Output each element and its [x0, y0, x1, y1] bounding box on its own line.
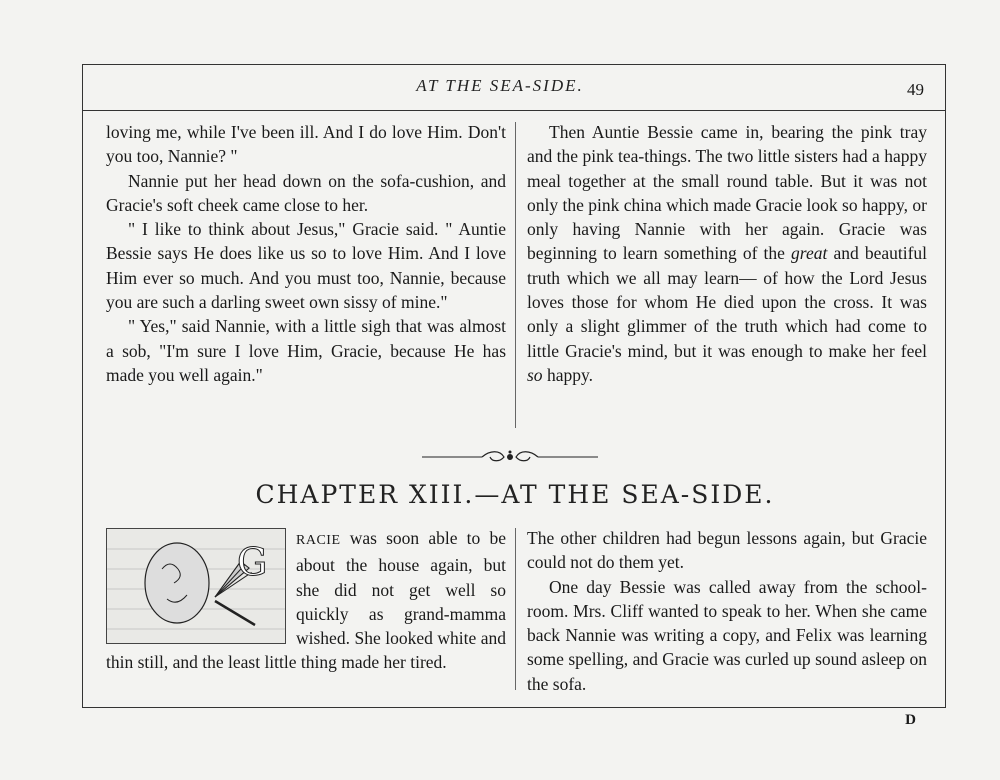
- ornament-divider-icon: [420, 446, 600, 468]
- paragraph: [527, 120, 927, 387]
- paragraph: " Yes," said Nannie, with a little sigh that was almost a sob, "I'm sure I love Him, Gracie, because He has made you well again.": [106, 316, 506, 385]
- emphasis: great: [791, 243, 828, 264]
- top-left-column: [106, 120, 506, 387]
- chapter-title: CHAPTER XIII.—AT THE SEA-SIDE.: [255, 480, 775, 509]
- paragraph: The other children had begun lessons again, but Gracie could not do them yet.: [527, 528, 927, 573]
- top-right-column: [527, 120, 927, 387]
- page-number: 49: [907, 80, 924, 99]
- bottom-left-column: [106, 526, 506, 675]
- text-run: happy.: [546, 364, 593, 385]
- column-divider: [515, 122, 516, 428]
- paragraph: loving me, while I've been ill. And I do love Him. Don't you too, Nannie? ": [106, 122, 506, 167]
- bottom-right-column: [527, 526, 927, 696]
- illustration-spacer: [106, 526, 296, 646]
- paragraph: " I like to think about Jesus," Gracie said. " Auntie Bessie says He does like us so to love Him. And I love Him ever so much. And you must too, Nannie, because you are such a darling sweet own sissy of mine.": [106, 219, 506, 313]
- header-rule: [82, 110, 946, 111]
- signature-mark: D: [905, 712, 916, 728]
- smallcaps-opening: RACIE: [296, 533, 341, 548]
- emphasis: so: [527, 364, 543, 385]
- paragraph: Nannie put her head down on the sofa-cushion, and Gracie's soft cheek came close to her.: [106, 170, 506, 215]
- text-run: Then Auntie Bessie came in, bearing the pink tray and the pink tea-things. The two little sisters had a happy meal together at the small round table. But it was not only the pink china which made Gracie look so happy, or only having Nannie with her again. Gracie was beginning to learn something of the: [527, 122, 927, 264]
- running-head: AT THE SEA-SIDE.: [416, 76, 584, 95]
- text-run: and beautiful truth which we all may learn— of how the Lord Jesus loves those for whom He died upon the cross. It was only a slight glimmer of the truth which had come to little Gracie's mind, but it was enough to make her feel: [527, 243, 928, 361]
- column-divider: [515, 528, 516, 690]
- paragraph: One day Bessie was called away from the school-room. Mrs. Cliff wanted to speak to her. When she came back Nannie was writing a copy, and Felix was learning some spelling, and Gracie was curled up sound asleep on the sofa.: [527, 576, 927, 694]
- drop-cap: G: [237, 540, 268, 584]
- text-run: was soon able to be about the house again, but she did not get well so quickly as grand-mamma wished. She looked white and thin still, and the least little thing made her tired.: [106, 528, 506, 673]
